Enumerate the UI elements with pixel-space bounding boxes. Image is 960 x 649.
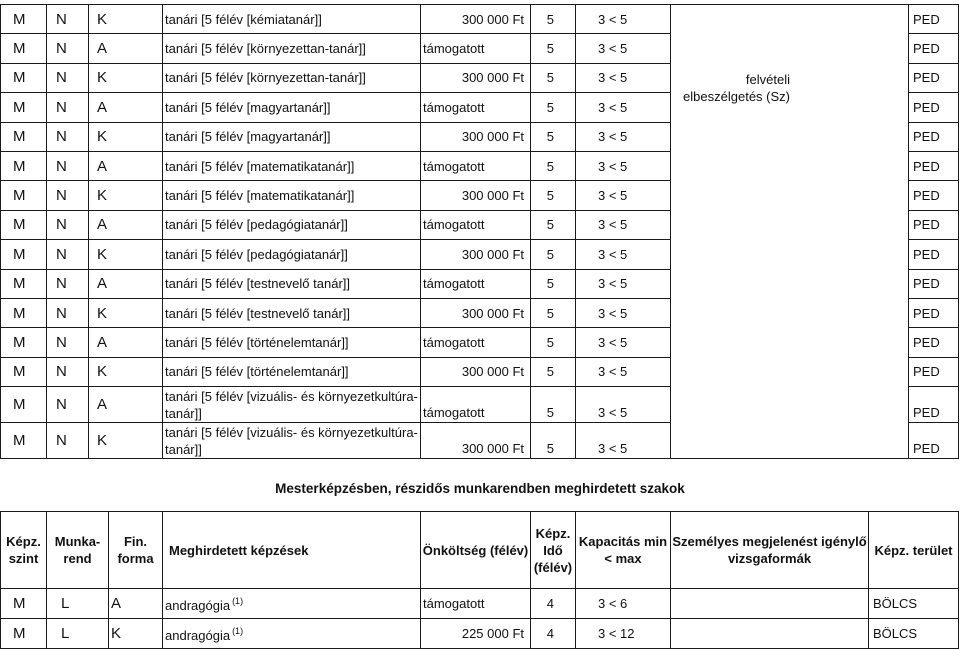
header-mode: Munka-rend — [47, 512, 109, 589]
capacity-cell: 3 < 5 — [576, 423, 671, 459]
program-cell: tanári [5 félév [történelemtanár]] — [163, 357, 421, 386]
area-cell: BÖLCS — [869, 619, 959, 649]
cost-cell: 300 000 Ft — [421, 298, 531, 327]
cost-cell: 225 000 Ft — [421, 619, 531, 649]
form-cell: A — [89, 269, 163, 298]
mode-cell: N — [47, 93, 89, 122]
area-cell: PED — [909, 63, 959, 92]
level-cell: M — [1, 619, 47, 649]
mode-cell: L — [47, 589, 109, 619]
form-cell: A — [89, 34, 163, 63]
mode-cell: N — [47, 210, 89, 239]
cost-cell: támogatott — [421, 34, 531, 63]
program-cell: tanári [5 félév [magyartanár]] — [163, 122, 421, 151]
capacity-cell: 3 < 5 — [576, 298, 671, 327]
area-cell: PED — [909, 328, 959, 357]
form-cell: K — [89, 122, 163, 151]
area-cell: PED — [909, 210, 959, 239]
mode-cell: N — [47, 357, 89, 386]
semesters-cell: 5 — [531, 5, 576, 34]
cost-cell: támogatott — [421, 151, 531, 180]
footnote-marker: (1) — [232, 626, 244, 636]
mode-cell: N — [47, 423, 89, 459]
mode-cell: N — [47, 181, 89, 210]
form-cell: A — [89, 151, 163, 180]
header-row — [1, 512, 959, 589]
form-cell: K — [89, 181, 163, 210]
table-row — [1, 619, 959, 649]
header-semesters: Képz. Idő (félév) — [531, 512, 576, 589]
mode-cell: N — [47, 63, 89, 92]
level-cell: M — [1, 357, 47, 386]
capacity-cell: 3 < 5 — [576, 5, 671, 34]
cost-cell: támogatott — [421, 93, 531, 122]
program-cell: tanári [5 félév [matematikatanár]] — [163, 151, 421, 180]
header-cost: Önköltség (félév) — [421, 512, 531, 589]
semesters-cell: 4 — [531, 619, 576, 649]
program-name: andragógia — [165, 628, 231, 643]
capacity-cell: 3 < 5 — [576, 210, 671, 239]
continuation-table — [0, 4, 959, 459]
level-cell: M — [1, 269, 47, 298]
semesters-cell: 5 — [531, 151, 576, 180]
semesters-cell: 5 — [531, 63, 576, 92]
form-cell: K — [89, 298, 163, 327]
level-cell: M — [1, 240, 47, 269]
form-cell: K — [109, 619, 163, 649]
semesters-cell: 5 — [531, 387, 576, 423]
cost-cell: támogatott — [421, 269, 531, 298]
area-cell: PED — [909, 387, 959, 423]
semesters-cell: 5 — [531, 210, 576, 239]
program-name: andragógia — [165, 598, 231, 613]
cost-cell: 300 000 Ft — [421, 240, 531, 269]
program-cell: tanári [5 félév [testnevelő tanár]] — [163, 298, 421, 327]
level-cell: M — [1, 328, 47, 357]
area-cell: PED — [909, 122, 959, 151]
semesters-cell: 5 — [531, 122, 576, 151]
area-cell: PED — [909, 298, 959, 327]
header-exam: Személyes megjelenést igénylő vizsgaformák — [671, 512, 869, 589]
semesters-cell: 5 — [531, 357, 576, 386]
program-cell: tanári [5 félév [vizuális- és környezetkultúra-tanár]] — [163, 387, 421, 423]
semesters-cell: 5 — [531, 423, 576, 459]
cost-cell: támogatott — [421, 589, 531, 619]
mode-cell: N — [47, 298, 89, 327]
program-cell: tanári [5 félév [pedagógiatanár]] — [163, 240, 421, 269]
area-cell: PED — [909, 181, 959, 210]
level-cell: M — [1, 181, 47, 210]
area-cell: PED — [909, 5, 959, 34]
semesters-cell: 5 — [531, 181, 576, 210]
program-cell: tanári [5 félév [testnevelő tanár]] — [163, 269, 421, 298]
part-time-masters-table — [0, 511, 959, 649]
level-cell: M — [1, 387, 47, 423]
mode-cell: N — [47, 240, 89, 269]
area-cell: PED — [909, 357, 959, 386]
semesters-cell: 4 — [531, 589, 576, 619]
area-cell: PED — [909, 423, 959, 459]
header-form: Fin. forma — [109, 512, 163, 589]
semesters-cell: 5 — [531, 328, 576, 357]
mode-cell: N — [47, 5, 89, 34]
semesters-cell: 5 — [531, 34, 576, 63]
program-cell: tanári [5 félév [kémiatanár]] — [163, 5, 421, 34]
area-cell: PED — [909, 151, 959, 180]
mode-cell: N — [47, 34, 89, 63]
program-cell: tanári [5 félév [pedagógiatanár]] — [163, 210, 421, 239]
table-row — [1, 589, 959, 619]
cost-cell: támogatott — [421, 387, 531, 423]
header-capacity: Kapacitás min < max — [576, 512, 671, 589]
mode-cell: N — [47, 151, 89, 180]
form-cell: K — [89, 63, 163, 92]
header-area: Képz. terület — [869, 512, 959, 589]
cost-cell: 300 000 Ft — [421, 423, 531, 459]
cost-cell: támogatott — [421, 210, 531, 239]
program-cell — [163, 589, 421, 619]
capacity-cell: 3 < 5 — [576, 387, 671, 423]
mode-cell: N — [47, 122, 89, 151]
capacity-cell: 3 < 5 — [576, 181, 671, 210]
form-cell: K — [89, 240, 163, 269]
level-cell: M — [1, 423, 47, 459]
mode-cell: L — [47, 619, 109, 649]
form-cell: K — [89, 5, 163, 34]
area-cell: PED — [909, 269, 959, 298]
cost-cell: 300 000 Ft — [421, 5, 531, 34]
header-level: Képz. szint — [1, 512, 47, 589]
level-cell: M — [1, 298, 47, 327]
form-cell: K — [89, 357, 163, 386]
area-cell: PED — [909, 34, 959, 63]
table-row — [1, 5, 959, 34]
capacity-cell: 3 < 5 — [576, 63, 671, 92]
capacity-cell: 3 < 5 — [576, 269, 671, 298]
program-cell: tanári [5 félév [történelemtanár]] — [163, 328, 421, 357]
capacity-cell: 3 < 5 — [576, 93, 671, 122]
mode-cell: N — [47, 387, 89, 423]
level-cell: M — [1, 122, 47, 151]
level-cell: M — [1, 5, 47, 34]
cost-cell: támogatott — [421, 328, 531, 357]
header-program: Meghirdetett képzések — [163, 512, 421, 589]
area-cell: PED — [909, 93, 959, 122]
form-cell: A — [89, 328, 163, 357]
capacity-cell: 3 < 6 — [576, 589, 671, 619]
program-cell: tanári [5 félév [környezettan-tanár]] — [163, 63, 421, 92]
form-cell: K — [89, 423, 163, 459]
capacity-cell: 3 < 5 — [576, 151, 671, 180]
form-cell: A — [89, 93, 163, 122]
cost-cell: 300 000 Ft — [421, 181, 531, 210]
area-cell: PED — [909, 240, 959, 269]
area-cell: BÖLCS — [869, 589, 959, 619]
level-cell: M — [1, 93, 47, 122]
semesters-cell: 5 — [531, 240, 576, 269]
capacity-cell: 3 < 12 — [576, 619, 671, 649]
level-cell: M — [1, 34, 47, 63]
exam-cell — [671, 589, 869, 619]
exam-form-cell: felvételi elbeszélgetés (Sz) — [671, 5, 909, 459]
capacity-cell: 3 < 5 — [576, 357, 671, 386]
level-cell: M — [1, 210, 47, 239]
semesters-cell: 5 — [531, 93, 576, 122]
cost-cell: 300 000 Ft — [421, 357, 531, 386]
form-cell: A — [89, 210, 163, 239]
cost-cell: 300 000 Ft — [421, 122, 531, 151]
capacity-cell: 3 < 5 — [576, 240, 671, 269]
capacity-cell: 3 < 5 — [576, 34, 671, 63]
program-cell: tanári [5 félév [matematikatanár]] — [163, 181, 421, 210]
program-cell: tanári [5 félév [vizuális- és környezetkultúra-tanár]] — [163, 423, 421, 459]
footnote-marker: (1) — [232, 596, 244, 606]
mode-cell: N — [47, 328, 89, 357]
program-cell: tanári [5 félév [magyartanár]] — [163, 93, 421, 122]
program-cell — [163, 619, 421, 649]
mode-cell: N — [47, 269, 89, 298]
section-title: Mesterképzésben, részidős munkarendben meghirdetett szakok — [275, 481, 685, 496]
semesters-cell: 5 — [531, 298, 576, 327]
form-cell: A — [109, 589, 163, 619]
form-cell: A — [89, 387, 163, 423]
exam-cell — [671, 619, 869, 649]
level-cell: M — [1, 589, 47, 619]
program-cell: tanári [5 félév [környezettan-tanár]] — [163, 34, 421, 63]
cost-cell: 300 000 Ft — [421, 63, 531, 92]
semesters-cell: 5 — [531, 269, 576, 298]
level-cell: M — [1, 63, 47, 92]
capacity-cell: 3 < 5 — [576, 122, 671, 151]
capacity-cell: 3 < 5 — [576, 328, 671, 357]
level-cell: M — [1, 151, 47, 180]
